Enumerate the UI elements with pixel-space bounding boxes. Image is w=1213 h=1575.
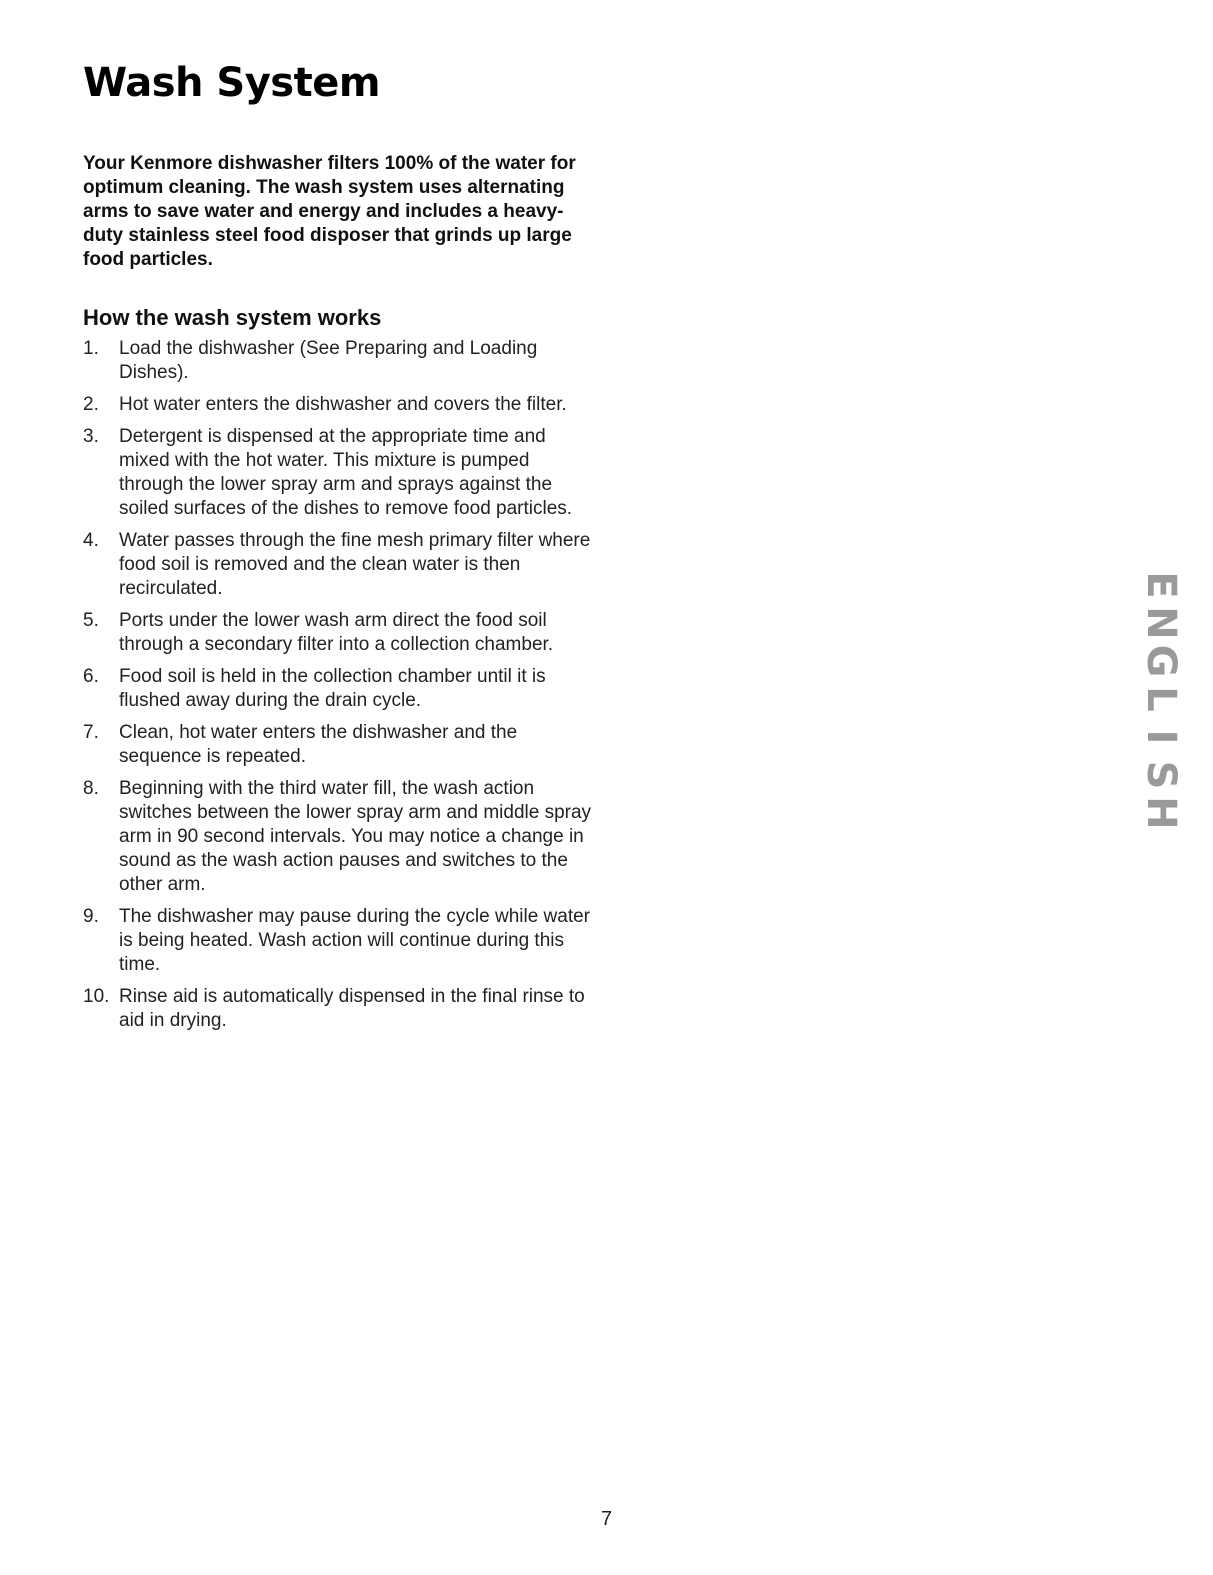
step-text: Clean, hot water enters the dishwasher and the sequence is repeated.: [119, 722, 518, 767]
side-tab-letter: N: [1138, 606, 1184, 640]
language-side-tab: [1139, 566, 1183, 832]
side-tab-letter: L: [1138, 686, 1184, 712]
step-number: 9.: [83, 906, 99, 927]
list-item: [83, 777, 593, 897]
step-text: Food soil is held in the collection chamber until it is flushed away during the drain cycle.: [119, 666, 546, 711]
step-number: 6.: [83, 666, 99, 687]
list-item: [83, 337, 593, 385]
list-item: [83, 529, 593, 601]
step-number: 1.: [83, 338, 99, 359]
list-item: [83, 609, 593, 657]
list-item: [83, 721, 593, 769]
step-text: Beginning with the third water fill, the wash action switches between the lower spray arm and middle spray arm in 90 second intervals. You may notice a change in sound as the wash action pauses and switches to the other arm.: [119, 778, 592, 895]
step-number: 4.: [83, 530, 99, 551]
page-number: 7: [600, 1508, 613, 1530]
page-title: Wash System: [83, 60, 381, 106]
step-number: 3.: [83, 426, 99, 447]
step-number: 5.: [83, 610, 99, 631]
list-item: [83, 905, 593, 977]
step-text: Detergent is dispensed at the appropriate time and mixed with the hot water. This mixture is pumped through the lower spray arm and sprays against the soiled surfaces of the dishes to remove food particles.: [119, 426, 573, 519]
step-text: Hot water enters the dishwasher and covers the filter.: [119, 394, 567, 415]
section-heading: How the wash system works: [83, 305, 382, 330]
list-item: [83, 393, 593, 417]
step-text: The dishwasher may pause during the cycle while water is being heated. Wash action will continue during this time.: [119, 906, 591, 975]
step-number: 8.: [83, 778, 99, 799]
side-tab-letter: G: [1138, 644, 1184, 678]
step-text: Rinse aid is automatically dispensed in the final rinse to aid in drying.: [119, 986, 585, 1031]
step-text: Ports under the lower wash arm direct the food soil through a secondary filter into a collection chamber.: [119, 610, 554, 655]
step-number: 2.: [83, 394, 99, 415]
step-text: Water passes through the fine mesh primary filter where food soil is removed and the clean water is then recirculated.: [119, 530, 591, 599]
steps-list: [83, 337, 593, 1041]
side-tab-letter: I: [1138, 729, 1184, 745]
side-tab-letter: H: [1138, 796, 1184, 830]
step-text: Load the dishwasher (See Preparing and Loading Dishes).: [119, 338, 538, 383]
side-tab-letter: S: [1138, 760, 1184, 790]
step-number: 7.: [83, 722, 99, 743]
step-number: 10.: [83, 986, 110, 1007]
list-item: [83, 425, 593, 521]
side-tab-letter: E: [1138, 571, 1184, 599]
list-item: [83, 665, 593, 713]
intro-paragraph: Your Kenmore dishwasher filters 100% of the water for optimum cleaning. The wash system uses alternating arms to save water and energy and includes a heavy-duty stainless steel food disposer that grinds up large food particles.: [83, 153, 576, 270]
list-item: [83, 985, 593, 1033]
